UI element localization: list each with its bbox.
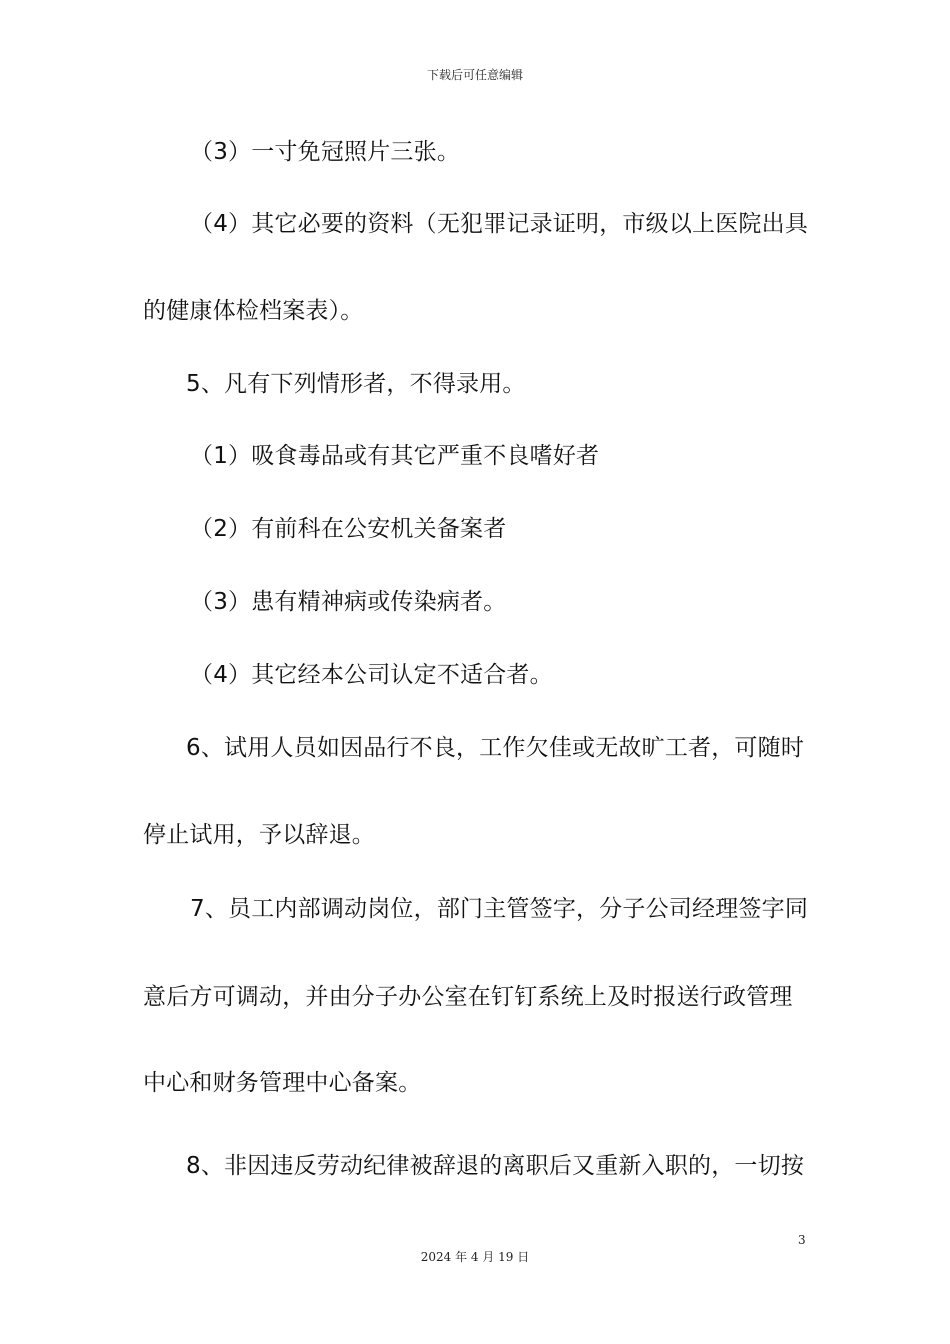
header-note: 下载后可任意编辑 bbox=[426, 68, 523, 82]
paragraph-line: （3）一寸免冠照片三张。 bbox=[190, 139, 461, 165]
paragraph-line: 5、凡有下列情形者，不得录用。 bbox=[186, 371, 526, 397]
paragraph-line: （3）患有精神病或传染病者。 bbox=[190, 589, 507, 615]
paragraph-line: 的健康体检档案表）。 bbox=[143, 298, 364, 324]
footer-date: 2024 年 4 月 19 日 bbox=[420, 1250, 530, 1264]
paragraph-line: 停止试用，予以辞退。 bbox=[143, 822, 375, 848]
paragraph-line: 中心和财务管理中心备案。 bbox=[143, 1070, 422, 1096]
paragraph-line: 6、试用人员如因品行不良，工作欠佳或无故旷工者，可随时 bbox=[186, 735, 805, 761]
paragraph-line: （2）有前科在公安机关备案者 bbox=[190, 516, 507, 542]
paragraph-line: （4）其它必要的资料（无犯罪记录证明，市级以上医院出具 bbox=[190, 211, 809, 237]
paragraph-line: （1）吸食毒品或有其它严重不良嗜好者 bbox=[190, 443, 600, 469]
page-number: 3 bbox=[798, 1233, 806, 1247]
paragraph-line: （4）其它经本公司认定不适合者。 bbox=[190, 662, 553, 688]
paragraph-line: 8、非因违反劳动纪律被辞退的离职后又重新入职的，一切按 bbox=[186, 1153, 805, 1179]
paragraph-line: 意后方可调动，并由分子办公室在钉钉系统上及时报送行政管理 bbox=[143, 984, 793, 1010]
paragraph-line: 7、员工内部调动岗位，部门主管签字，分子公司经理签字同 bbox=[190, 896, 809, 922]
